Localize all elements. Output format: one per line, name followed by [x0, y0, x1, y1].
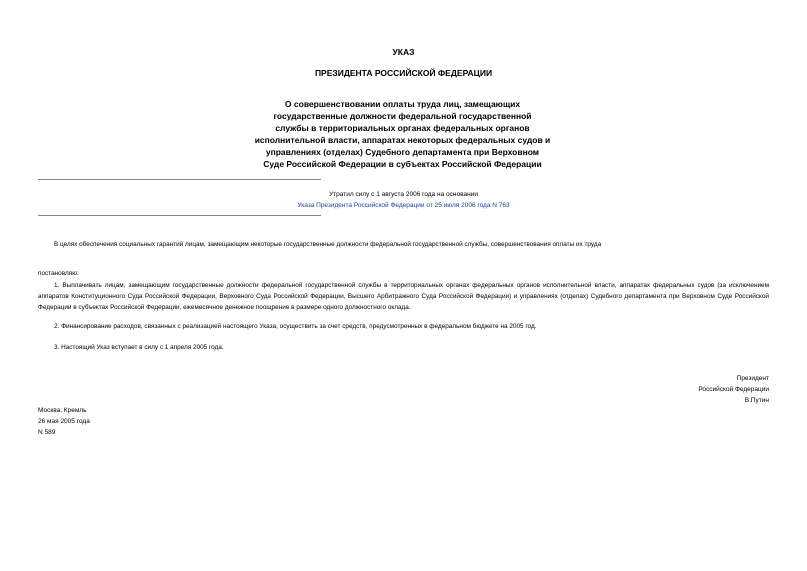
- decree-title: [230, 98, 575, 170]
- repeal-decree-link[interactable]: Указа Президента Российской Федерации от 25 июля 2006 года N 763: [297, 202, 510, 209]
- signature-name: В.Путин: [744, 397, 769, 404]
- decree-title-line: О совершенствовании оплаты труда лиц, замещающих: [284, 99, 521, 109]
- signing-place: Москва, Кремль: [38, 407, 87, 414]
- divider-bottom: [38, 215, 321, 216]
- decree-title-line: управлениях (отделах) Судебного департамента при Верховном: [265, 147, 540, 157]
- signing-date: 26 мая 2005 года: [38, 418, 90, 425]
- decree-heading: УКАЗ: [392, 47, 415, 57]
- decree-title-line: Суде Российской Федерации в субъектах Российской Федерации: [263, 159, 542, 169]
- clause-3: 3. Настоящий Указ вступает в силу с 1 апреля 2005 года.: [54, 344, 224, 351]
- decree-number: N 589: [38, 429, 56, 436]
- place-date-block: [38, 405, 90, 438]
- decree-issuer: ПРЕЗИДЕНТА РОССИЙСКОЙ ФЕДЕРАЦИИ: [314, 68, 493, 78]
- signature-title-country: Российской Федерации: [698, 386, 769, 393]
- decree-word: постановляю:: [38, 270, 79, 277]
- clause-1: 1. Выплачивать лицам, замещающим государственные должности федеральной государственной службы в территориальных органах федеральных органов исполнительной власти, аппаратах федеральных судов (за исключением аппаратов Конституционного Суда Российской Федерации, Верховного Суда Российской Федерации, Высшего Арбитражного Суда Российской Федерации) и управлениях (отделах) Судебного департамента при Верховном Суде Российской Федерации в субъектах Российской Федерации, ежемесячное денежное поощрение в размере одного должностного оклада.: [38, 282, 769, 311]
- decree-title-line: исполнительной власти, аппаратах некоторых федеральных судов и: [254, 135, 551, 145]
- clause-2: 2. Финансирование расходов, связанных с реализацией настоящего Указа, осуществить за счет средств, предусмотренных в федеральном бюджете на 2005 год.: [54, 323, 537, 330]
- decree-title-line: службы в территориальных органах федеральных органов: [275, 123, 530, 133]
- preamble-paragraph: В целях обеспечения социальных гарантий лицам, замещающим некоторые государственные должности федеральной государственной службы, совершенствования оплаты их труда: [54, 241, 602, 248]
- signature-block: [698, 373, 769, 406]
- status-note: Утратил силу с 1 августа 2006 года на основании: [329, 191, 478, 198]
- divider-top: [38, 179, 321, 180]
- signature-title: Президент: [736, 375, 769, 382]
- decree-title-line: государственные должности федеральной государственной: [273, 111, 532, 121]
